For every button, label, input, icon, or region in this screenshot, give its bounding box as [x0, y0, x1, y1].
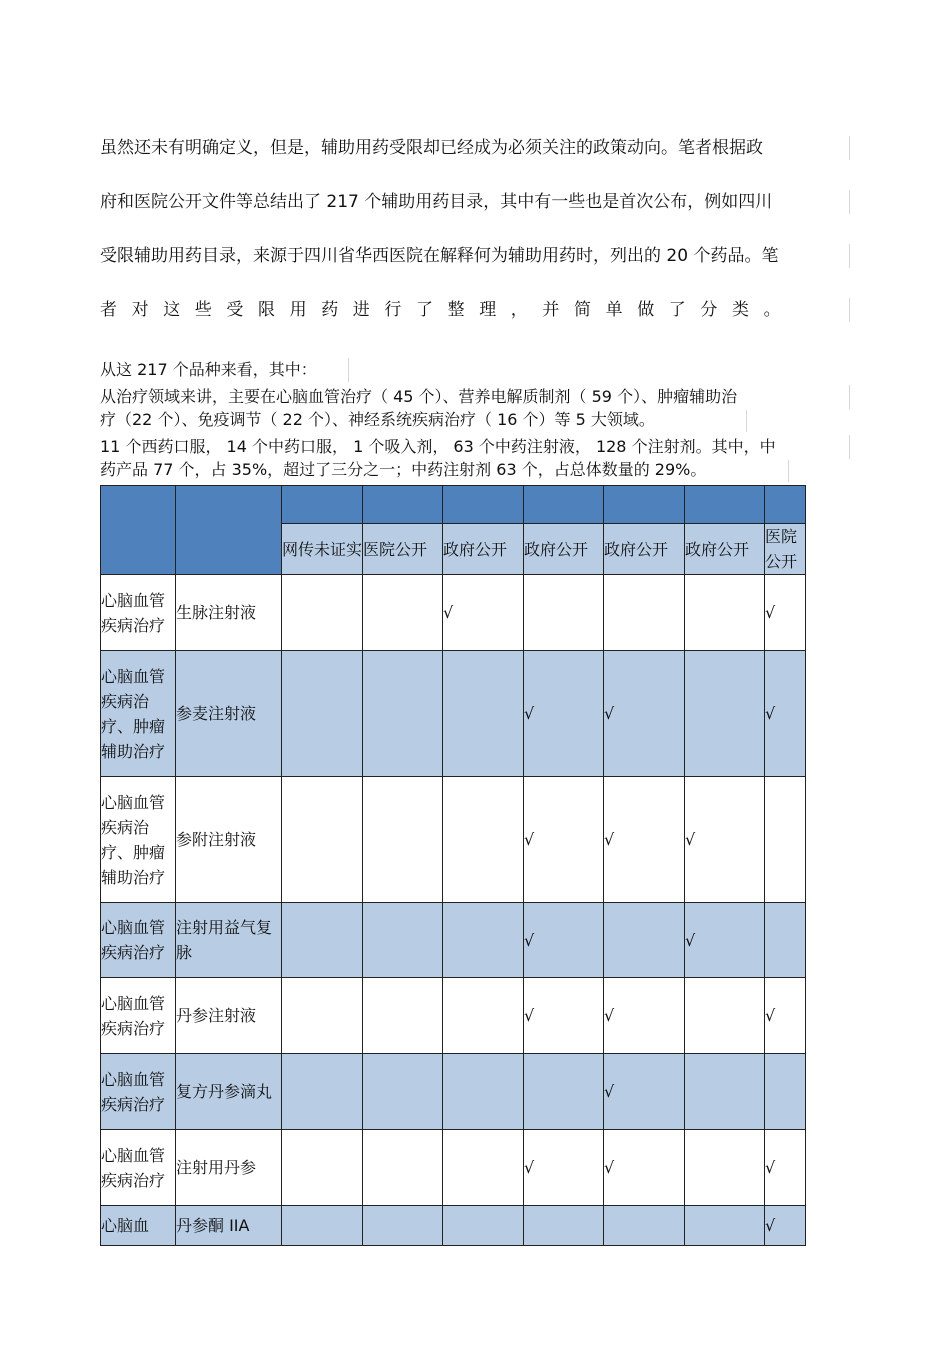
mark-cell [282, 978, 363, 1054]
mark-cell: √ [604, 651, 685, 777]
mark-cell [685, 978, 765, 1054]
table-row [101, 903, 806, 978]
text-frame-edge [849, 435, 850, 459]
mark-cell: √ [524, 651, 604, 777]
field-cell: 心脑血管疾病治疗 [101, 1130, 176, 1206]
text-frame-edge [348, 358, 349, 382]
header-source-2: 医院公开 [363, 524, 443, 575]
mark-cell: √ [524, 978, 604, 1054]
header-source-3: 政府公开 [443, 524, 524, 575]
text-frame-edge [849, 190, 850, 214]
mark-cell [685, 1206, 765, 1246]
drug-cell: 参麦注射液 [176, 651, 282, 777]
text-frame-edge [746, 410, 747, 432]
mark-cell [282, 1054, 363, 1130]
header-band-cell [363, 486, 443, 524]
text-frame-edge [849, 298, 850, 322]
summary-line-3: 疗（22 个）、免疫调节（ 22 个）、神经系统疾病治疗（ 16 个）等 5 大领域。 [100, 410, 655, 429]
mark-cell [282, 575, 363, 651]
header-band-cell [443, 486, 524, 524]
mark-cell [443, 1130, 524, 1206]
mark-cell: √ [604, 1130, 685, 1206]
header-band-cell [282, 486, 363, 524]
field-cell: 心脑血管疾病治疗、肿瘤辅助治疗 [101, 777, 176, 903]
mark-cell: √ [765, 1130, 806, 1206]
mark-cell [363, 777, 443, 903]
mark-cell: √ [604, 777, 685, 903]
mark-cell [282, 1130, 363, 1206]
table-row [101, 978, 806, 1054]
drug-cell: 丹参注射液 [176, 978, 282, 1054]
header-band-row [101, 486, 806, 524]
header-source-7: 医院公开 [765, 524, 806, 575]
mark-cell [282, 903, 363, 978]
drug-cell: 生脉注射液 [176, 575, 282, 651]
summary-line-4: 11 个西药口服， 14 个中药口服， 1 个吸入剂， 63 个中药注射液， 128 个注射剂。其中，中 [100, 437, 776, 456]
drug-cell: 注射用益气复脉 [176, 903, 282, 978]
mark-cell: √ [765, 651, 806, 777]
mark-cell [443, 1206, 524, 1246]
summary-line-5: 药产品 77 个，占 35%，超过了三分之一；中药注射剂 63 个，占总体数量的 29%。 [100, 460, 707, 479]
mark-cell [604, 903, 685, 978]
mark-cell [282, 777, 363, 903]
text-frame-edge [849, 385, 850, 409]
header-cell-drug [176, 486, 282, 575]
field-cell: 心脑血管疾病治疗、肿瘤辅助治疗 [101, 651, 176, 777]
mark-cell: √ [765, 1206, 806, 1246]
header-source-1: 网传未证实 [282, 524, 363, 575]
table-row [101, 777, 806, 903]
mark-cell: √ [604, 978, 685, 1054]
mark-cell [443, 651, 524, 777]
mark-cell [685, 575, 765, 651]
field-cell: 心脑血管疾病治疗 [101, 1054, 176, 1130]
header-source-6: 政府公开 [685, 524, 765, 575]
mark-cell [363, 903, 443, 978]
text-frame-edge [849, 244, 850, 268]
table-row [101, 575, 806, 651]
mark-cell [604, 1206, 685, 1246]
mark-cell [524, 1206, 604, 1246]
mark-cell [604, 575, 685, 651]
field-cell: 心脑血管疾病治疗 [101, 903, 176, 978]
mark-cell [765, 777, 806, 903]
drug-cell: 丹参酮 IIA [176, 1206, 282, 1246]
mark-cell [282, 1206, 363, 1246]
mark-cell [363, 1206, 443, 1246]
mark-cell [765, 1054, 806, 1130]
mark-cell: √ [685, 777, 765, 903]
mark-cell [363, 1054, 443, 1130]
mark-cell [282, 651, 363, 777]
mark-cell [524, 575, 604, 651]
field-cell: 心脑血 [101, 1206, 176, 1246]
header-source-5: 政府公开 [604, 524, 685, 575]
header-source-4: 政府公开 [524, 524, 604, 575]
summary-line-2: 从治疗领域来讲，主要在心脑血管治疗（ 45 个）、营养电解质制剂（ 59 个）、肿瘤辅助治 [100, 387, 738, 406]
mark-cell: √ [443, 575, 524, 651]
header-cell-field [101, 486, 176, 575]
table-row [101, 1130, 806, 1206]
summary-line-1: 从这 217 个品种来看，其中： [100, 360, 317, 379]
table-row [101, 1206, 806, 1246]
drug-cell: 注射用丹参 [176, 1130, 282, 1206]
paragraph-line-4: 者对这些受限用药进行了整理，并简单做了分类。 [100, 300, 796, 320]
mark-cell [363, 575, 443, 651]
drug-cell: 参附注射液 [176, 777, 282, 903]
mark-cell: √ [765, 575, 806, 651]
mark-cell [685, 1130, 765, 1206]
header-band-cell [765, 486, 806, 524]
mark-cell [685, 1054, 765, 1130]
mark-cell: √ [765, 978, 806, 1054]
mark-cell [363, 651, 443, 777]
paragraph-line-3: 受限辅助用药目录，来源于四川省华西医院在解释何为辅助用药时，列出的 20 个药品。笔 [100, 246, 779, 266]
drug-cell: 复方丹参滴丸 [176, 1054, 282, 1130]
paragraph-line-2: 府和医院公开文件等总结出了 217 个辅助用药目录，其中有一些也是首次公布，例如四川 [100, 192, 773, 212]
mark-cell: √ [604, 1054, 685, 1130]
header-band-cell [524, 486, 604, 524]
mark-cell: √ [524, 777, 604, 903]
table-row [101, 1054, 806, 1130]
header-band-cell [685, 486, 765, 524]
mark-cell [443, 777, 524, 903]
mark-cell: √ [524, 1130, 604, 1206]
mark-cell: √ [524, 903, 604, 978]
assistant-drug-table [100, 485, 806, 1246]
mark-cell: √ [685, 903, 765, 978]
text-frame-edge [849, 136, 850, 160]
mark-cell [443, 978, 524, 1054]
mark-cell [363, 978, 443, 1054]
field-cell: 心脑血管疾病治疗 [101, 575, 176, 651]
table-row [101, 651, 806, 777]
field-cell: 心脑血管疾病治疗 [101, 978, 176, 1054]
mark-cell [443, 1054, 524, 1130]
mark-cell [524, 1054, 604, 1130]
mark-cell [443, 903, 524, 978]
header-band-cell [604, 486, 685, 524]
mark-cell [363, 1130, 443, 1206]
text-frame-edge [788, 460, 789, 482]
paragraph-line-1: 虽然还未有明确定义，但是，辅助用药受限却已经成为必须关注的政策动向。笔者根据政 [100, 138, 763, 158]
mark-cell [765, 903, 806, 978]
mark-cell [685, 651, 765, 777]
